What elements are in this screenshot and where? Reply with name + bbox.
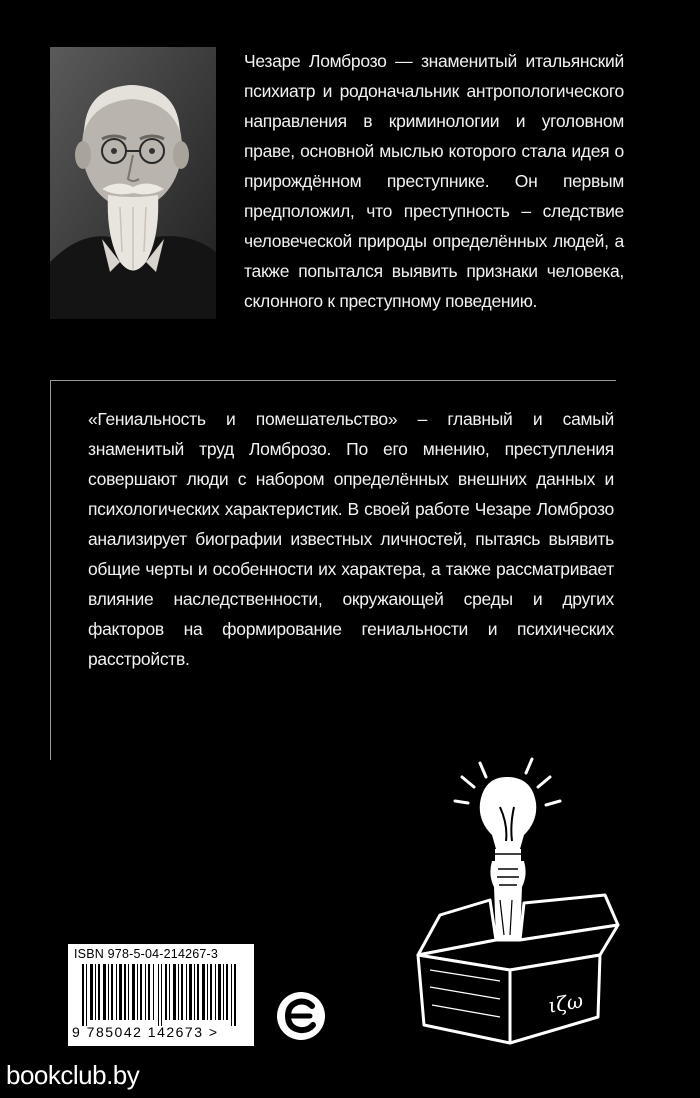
lightbulb-box-illustration bbox=[400, 755, 625, 1045]
site-watermark: bookclub.by bbox=[0, 1055, 256, 1098]
publisher-logo-icon bbox=[276, 990, 326, 1042]
barcode-bars bbox=[82, 964, 242, 1026]
isbn-barcode bbox=[68, 944, 254, 1046]
isbn-text: ISBN 978-5-04-214267-3 bbox=[74, 947, 219, 961]
author-portrait bbox=[50, 47, 216, 319]
author-bio: Чезаре Ломброзо — знаменитый итальянский психиатр и родоначальник антропологического направления в криминологии и уголовном праве, основной мыслью которого стала идея о прирождённом преступнике. Он первым предположил, что преступность – следствие человеческой природы определённых людей, а также попытался выявить признаки человека, склонного к преступному поведению. bbox=[244, 51, 624, 311]
book-annotation: «Гениальность и помешательство» – главный и самый знаменитый труд Ломброзо. По его мнению, преступления совершают люди с набором определённых внешних данных и психологических характеристик. В своей работе Чезаре Ломброзо анализирует биографии известных личностей, пытаясь выявить общие черты и особенности их характера, а также рассматривает влияние наследственности, окружающей среды и других факторов на формирование гениальности и психических расстройств. bbox=[88, 409, 614, 669]
frame-divider bbox=[50, 380, 616, 381]
barcode-digits: 9 785042 142673 > bbox=[72, 1024, 219, 1040]
frame-left-border bbox=[50, 380, 51, 760]
box-scribble: ιζω bbox=[546, 988, 585, 1018]
